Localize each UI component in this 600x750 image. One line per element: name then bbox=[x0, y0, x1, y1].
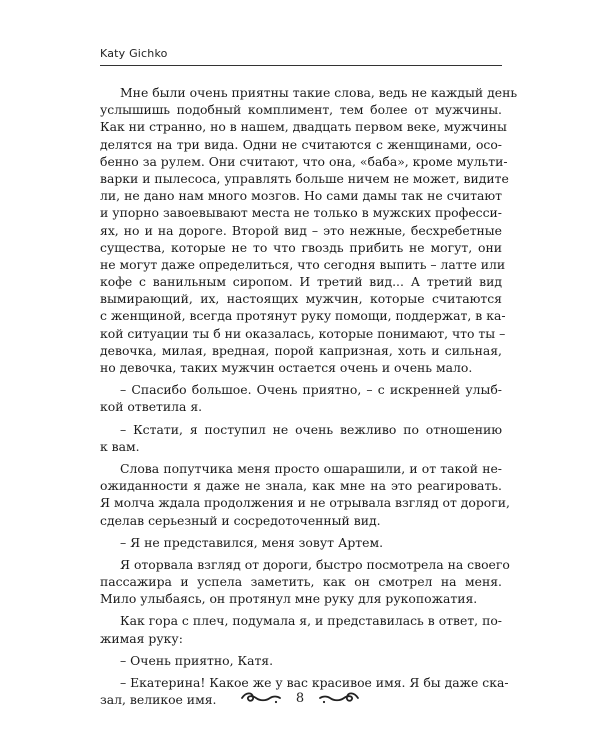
text-line: бенно за рулем. Они считают, что она, «баба», кроме мульти- bbox=[100, 153, 508, 169]
text-line: ли, не дано нам много мозгов. Но сами дамы так не считают bbox=[100, 188, 502, 204]
text-line: Мне были очень приятны такие слова, ведь не каждый день bbox=[120, 85, 518, 100]
text-line: и упорно завоевывают места не только в мужских професси- bbox=[100, 205, 502, 221]
text-line: зал, великое имя. bbox=[100, 692, 217, 708]
text-line: кой ответила я. bbox=[100, 399, 203, 415]
text-line: пассажира и успела заметить, как он смотрел на меня. bbox=[100, 574, 502, 590]
text-line: делятся на три вида. Одни не считаются с женщинами, осо- bbox=[100, 136, 502, 152]
text-line: варки и пылесоса, управлять больше ничем не может, видите bbox=[100, 170, 509, 186]
text-line: – Спасибо большое. Очень приятно, – с искренней улыб- bbox=[120, 382, 502, 398]
header-divider bbox=[100, 65, 502, 66]
text-line: Я оторвала взгляд от дороги, быстро посмотрела на своего bbox=[120, 556, 510, 572]
text-line: но девочка, таких мужчин остается очень и очень мало. bbox=[100, 360, 473, 375]
text-line: Слова попутчика меня просто ошарашили, и от такой не- bbox=[120, 460, 502, 476]
text-line: – Екатерина! Какое же у вас красивое имя. Я бы даже ска- bbox=[120, 675, 509, 690]
text-line: к вам. bbox=[100, 438, 140, 454]
text-line: – Я не представился, меня зовут Артем. bbox=[120, 534, 384, 550]
text-line: ожиданности я даже не знала, как мне на это реагировать. bbox=[100, 478, 502, 494]
swirl-ornament-icon bbox=[240, 691, 282, 705]
text-line: услышишь подобный комплимент, тем более от мужчины. bbox=[100, 102, 502, 118]
page-number: 8 bbox=[295, 690, 305, 706]
body-text bbox=[100, 84, 518, 708]
text-line: ях, но и на дороге. Второй вид – это нежные, бесхребетные bbox=[100, 222, 502, 238]
text-line: девочка, милая, вредная, порой капризная, хоть и сильная, bbox=[100, 342, 502, 358]
text-line: жимая руку: bbox=[100, 630, 183, 646]
text-line: – Кстати, я поступил не очень вежливо по отношению bbox=[120, 421, 502, 437]
text-line: существа, которые не то что гвоздь прибить не могут, они bbox=[100, 239, 502, 255]
swirl-ornament-icon bbox=[318, 691, 360, 705]
text-line: не могут даже определиться, что сегодня выпить – латте или bbox=[100, 256, 506, 272]
text-line: – Очень приятно, Катя. bbox=[120, 652, 274, 668]
page-footer bbox=[0, 686, 600, 710]
text-line: с женщиной, всегда протянут руку помощи, поддержат, в ка- bbox=[100, 308, 506, 324]
text-line: Как ни странно, но в нашем, двадцать первом веке, мужчины bbox=[100, 119, 507, 135]
text-line: Я молча ждала продолжения и не отрывала взгляд от дороги, bbox=[100, 495, 510, 511]
running-header-author: Katy Gichko bbox=[100, 47, 168, 60]
text-line: сделав серьезный и сосредоточенный вид. bbox=[100, 512, 381, 528]
text-line: кой ситуации ты б ни оказалась, которые понимают, что ты – bbox=[100, 325, 506, 341]
text-line: Мило улыбаясь, он протянул мне руку для рукопожатия. bbox=[100, 591, 478, 607]
text-line: вымирающий, их, настоящих мужчин, которые считаются bbox=[100, 291, 502, 307]
text-line: Как гора с плеч, подумала я, и представилась в ответ, по- bbox=[120, 613, 502, 629]
text-line: кофе с ванильным сиропом. И третий вид... А третий вид bbox=[100, 274, 502, 290]
